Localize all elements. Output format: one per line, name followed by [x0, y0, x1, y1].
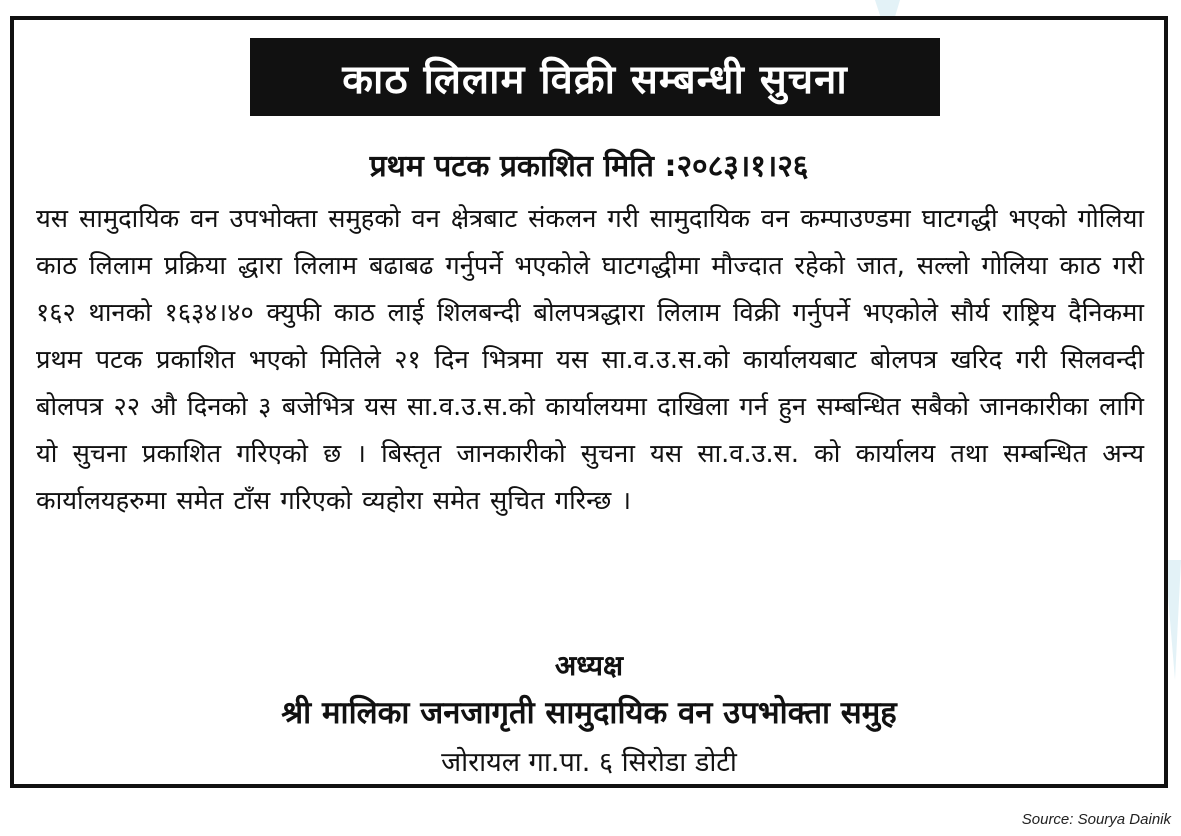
publication-date: प्रथम पटक प्रकाशित मिति :२०८३।१।२६: [369, 149, 809, 184]
source-credit: Source: Sourya Dainik: [1021, 811, 1171, 828]
organization-name: श्री मालिका जनजागृती सामुदायिक वन उपभोक्ता समुह: [281, 695, 897, 731]
notice-frame: [10, 16, 1168, 788]
notice-body: यस सामुदायिक वन उपभोक्ता समुहको वन क्षेत्रबाट संकलन गरी सामुदायिक वन कम्पाउण्डमा घाटगद्धी भएको गोलिया काठ लिलाम प्रक्रिया द्धारा लिलाम बढाबढ गर्नुपर्ने भएकोले घाटगद्धीमा मौज्दात रहेको जात, सल्लो गोलिया काठ गरी १६२ थानको १६३४।४० क्युफी काठ लाई शिलबन्दी बोलपत्रद्धारा लिलाम विक्री गर्नुपर्ने भएकोले सौर्य राष्ट्रिय दैनिकमा प्रथम पटक प्रकाशित भएको मितिले २१ दिन भित्रमा यस सा.व.उ.स.को कार्यालयबाट बोलपत्र खरिद गरी सिलवन्दी बोलपत्र २२ औ दिनको ३ बजेभित्र यस सा.व.उ.स.को कार्यालयमा दाखिला गर्न हुन सम्बन्धित सबैको जानकारीका लागि यो सुचना प्रकाशित गरिएको छ । बिस्तृत जानकारीको सुचना यस सा.व.उ.स. को कार्यालय तथा सम्बन्धित अन्य कार्यालयहरुमा समेत टाँस गरिएको व्यहोरा समेत सुचित गरिन्छ ।: [36, 204, 1144, 516]
title-banner: [250, 38, 940, 116]
organization-address: जोरायल गा.पा. ६ सिरोडा डोटी: [441, 747, 737, 778]
signatory-role: अध्यक्ष: [554, 649, 624, 682]
notice-title: काठ लिलाम विक्री सम्बन्धी सुचना: [342, 56, 848, 103]
